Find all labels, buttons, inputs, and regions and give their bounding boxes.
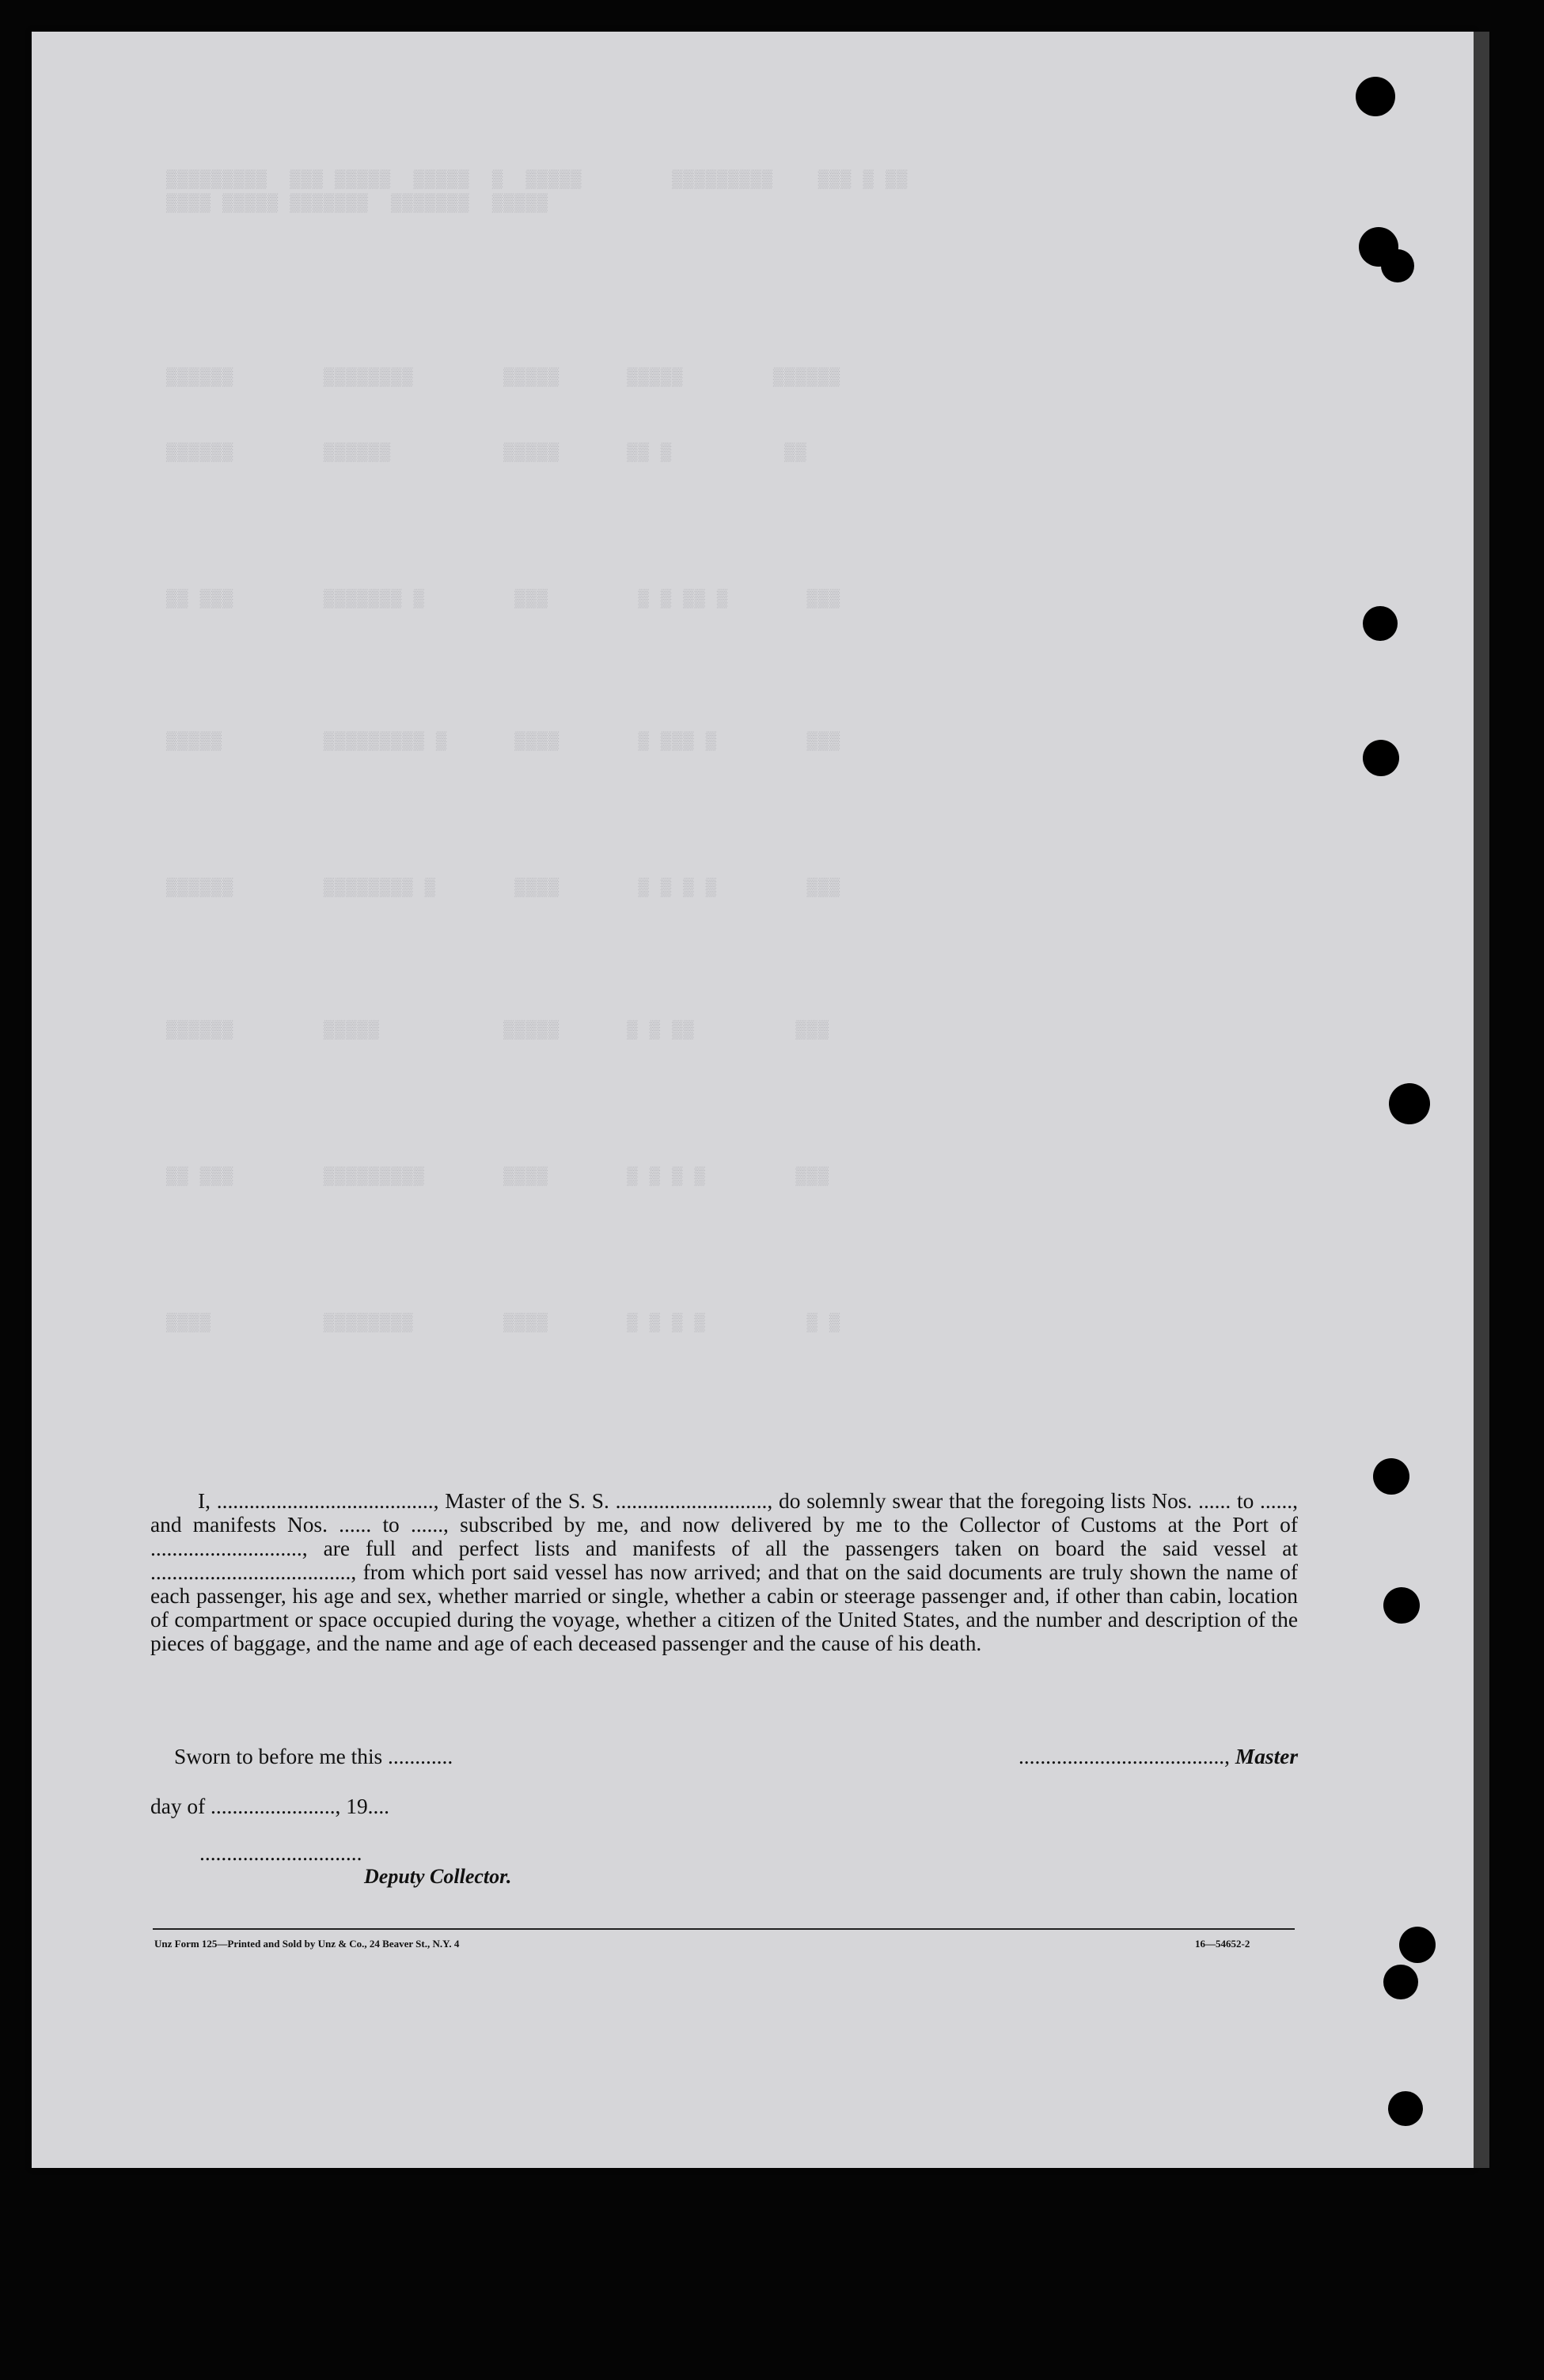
punch-hole [1383, 1965, 1418, 1999]
bleed-through-line: ▒▒▒▒ ▒▒▒▒▒▒▒▒ ▒▒▒▒ ▒ ▒ ▒ ▒ ▒ ▒ [166, 1313, 841, 1333]
master-signature [1019, 1745, 1298, 1769]
bleed-through-line: ▒▒▒▒▒▒ ▒▒▒▒▒▒▒▒ ▒ ▒▒▒▒ ▒ ▒ ▒ ▒ ▒▒▒ [166, 878, 841, 898]
footer-rule [153, 1928, 1295, 1930]
sworn-label: Sworn to before me this ............ [174, 1745, 453, 1768]
bleed-through-line: ▒▒▒▒▒▒▒▒▒ ▒▒▒ ▒▒▒▒▒ ▒▒▒▒▒ ▒ ▒▒▒▒▒ ▒▒▒▒▒▒▒▒▒ ▒▒▒ ▒ ▒▒ [166, 170, 909, 190]
punch-hole [1383, 1587, 1420, 1624]
page-edge [1474, 32, 1489, 2168]
punch-hole [1389, 1083, 1430, 1124]
bleed-through-line: ▒▒▒▒▒ ▒▒▒▒▒▒▒▒▒ ▒ ▒▒▒▒ ▒ ▒▒▒ ▒ ▒▒▒ [166, 732, 841, 752]
punch-hole [1363, 740, 1399, 776]
printer-imprint: Unz Form 125—Printed and Sold by Unz & Co., 24 Beaver St., N.Y. 4 [154, 1938, 460, 1950]
bleed-through-line: ▒▒▒▒▒▒ ▒▒▒▒▒ ▒▒▒▒▒ ▒ ▒ ▒▒ ▒▒▒ [166, 1021, 829, 1040]
deputy-collector-label: Deputy Collector. [364, 1865, 512, 1888]
bleed-through-line: ▒▒ ▒▒▒ ▒▒▒▒▒▒▒ ▒ ▒▒▒ ▒ ▒ ▒▒ ▒ ▒▒▒ [166, 589, 841, 609]
form-number: 16—54652-2 [1195, 1938, 1250, 1950]
master-label: Master [1235, 1745, 1298, 1768]
sworn-row [150, 1745, 1298, 1772]
master-signature-line: ......................................, [1018, 1745, 1230, 1768]
punch-hole [1373, 1458, 1409, 1495]
bleed-through-line: ▒▒▒▒▒▒ ▒▒▒▒▒▒▒▒ ▒▒▒▒▒ ▒▒▒▒▒ ▒▒▒▒▒▒ [166, 368, 841, 388]
collector-signature-line: .............................. [199, 1841, 362, 1865]
oath-paragraph: I, ........................................, Master of the S. S. ............................, do solemnly swear that the foregoing lists Nos. ...... to ......, and manifests Nos. ...... to ......, subscribed by me, and now delivered by me to the Collector of Customs at the Port of ............................, are full and perfect lists and manifests of all the passengers taken on board the said vessel at ....................................., from which port said vessel has now arrived; and that on the said documents are truly shown the name of each passenger, his age and sex, whether married or single, whether a cabin or steerage passenger and, if other than cabin, location of compartment or space occupied during the voyage, whether a citizen of the United States, and the number and description of the pieces of baggage, and the name and age of each deceased passenger and the cause of his death. [150, 1489, 1298, 1655]
punch-hole [1356, 77, 1395, 116]
oath-section [150, 1489, 1298, 1655]
day-row: day of ......................., 19.... [150, 1794, 390, 1818]
bleed-through-line: ▒▒ ▒▒▒ ▒▒▒▒▒▒▒▒▒ ▒▒▒▒ ▒ ▒ ▒ ▒ ▒▒▒ [166, 1167, 829, 1187]
bleed-through-line: ▒▒▒▒ ▒▒▒▒▒ ▒▒▒▒▒▒▒ ▒▒▒▒▒▒▒ ▒▒▒▒▒ [166, 194, 548, 214]
bleed-through-line: ▒▒▒▒▒▒ ▒▒▒▒▒▒ ▒▒▒▒▒ ▒▒ ▒ ▒▒ [166, 443, 807, 463]
punch-hole [1363, 606, 1398, 641]
punch-hole [1399, 1927, 1436, 1963]
punch-hole [1381, 249, 1414, 282]
punch-hole [1388, 2091, 1423, 2126]
